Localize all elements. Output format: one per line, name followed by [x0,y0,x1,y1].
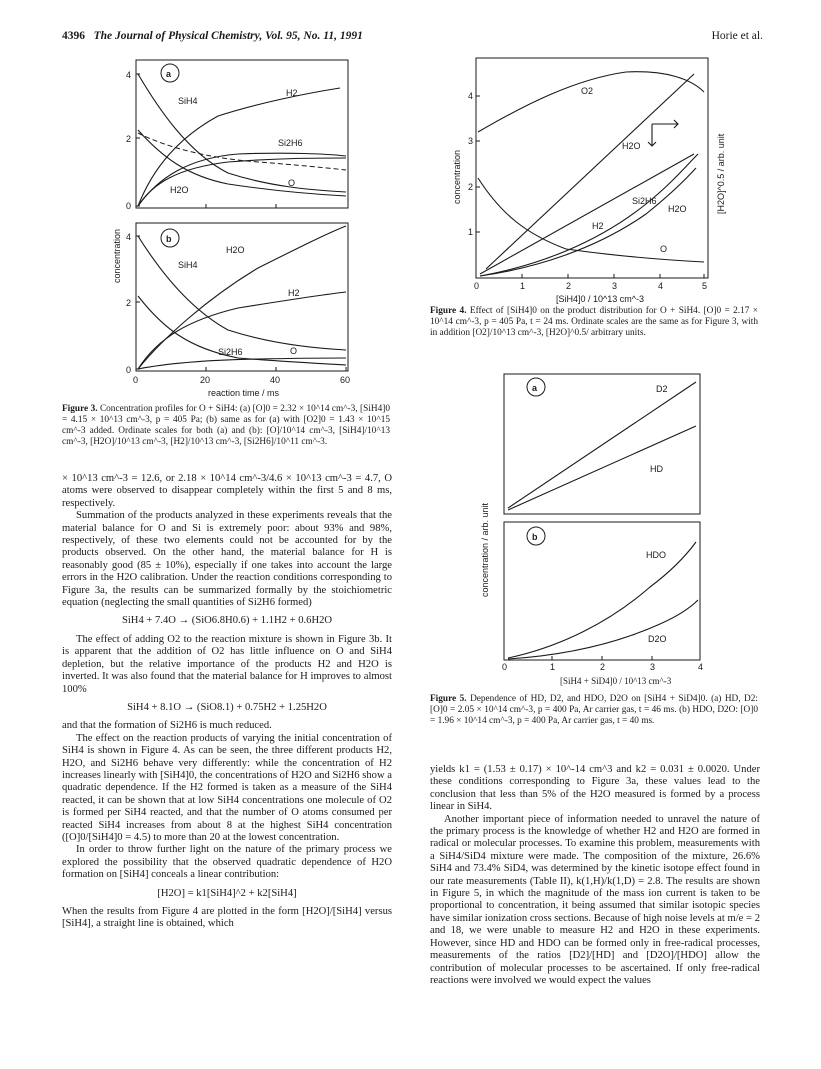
right-column-text [430,764,760,987]
fig5-panel-b-frame [504,522,700,660]
fig3b-label-h2: H2 [288,288,300,298]
fig4-ytick-4: 4 [468,91,474,101]
fig4-label-h2o-sqrt: H2O [622,141,641,151]
figure-4 [446,54,746,304]
fig3b-label-o: O [290,346,298,356]
figure-3 [108,58,358,403]
figure-4-caption-text: Effect of [SiH4]0 on the product distribution for O + SiH4. [O]0 = 2.17 × 10^14 cm^-3, p = 405 Pa, t = 24 ms. Ordinate scales are the same as for Figure 3, with in addition [O2]/10^13 cm^-3, [H2O]^0.5/ arbitrary units. [430,306,758,338]
fig3-xlabel: reaction time / ms [208,388,280,398]
figure-5-x-label [560,676,700,687]
fig4-y2label: [H2O]^0.5 / arb. unit [716,133,726,214]
fig4-o-curve [478,178,704,262]
fig5-hd-line [508,426,696,510]
fig5-xtick-3: 3 [650,662,656,672]
fig3-ylabel: concentration [112,228,122,283]
left-p7: When the results from Figure 4 are plotted in the form [H2O]/[SiH4] versus [SiH4], a straight line is obtained, which [62,906,392,930]
fig4-xlabel: [SiH4]0 / 10^13 cm^-3 [556,294,644,304]
figure-4-caption-label: Figure 4. [430,306,467,316]
right-p2: Another important piece of information needed to unravel the nature of the primary process is the knowledge of whether H2 and H2O are formed in radical or molecular processes. To examine this problem, measurements with a SiH4/SiD4 mixture were made. The composition of the mixture, 26.6% SiH4 and 73.4% SiD4, was determined by the kinetic isotope effect found in our rate measurements (Table II), k(1,H)/k(1,D) = 2.8. The results are shown in Figure 5, in which the magnitude of the mass ion current is taken to be proportional to concentration, it being assumed that similar isotopic species have similar ionization cross sections. Because of high noise levels at m/e = 2 and 18, we were unable to measure H2 and H2O in these experiments. However, since HD and HDO can be formed only in free-radical processes, measurements of the ratios [D2]/[HD] and [D2O]/[HDO] allow the contribution of molecular processes to be ascertained. If only free-radical reactions were involved we would expect the values [430,813,760,986]
fig4-ytick-1: 1 [468,227,474,237]
fig4-xtick-2: 2 [566,281,572,291]
left-p6: In order to throw further light on the nature of the primary process we explored the possibility that the observed quadratic dependence of H2O formation on [SiH4] conceals a linear contribution: [62,844,392,881]
fig3a-ytick-0: 0 [126,201,132,211]
fig4-xtick-5: 5 [702,281,708,291]
journal-title: The Journal of Physical Chemistry, Vol. 95, No. 11, 1991 [93,30,363,42]
fig3a-label-h2o: H2O [170,185,189,195]
figure-4-caption [430,306,758,339]
fig3b-label-si2h6: Si2H6 [218,347,243,357]
figure-3-caption-label: Figure 3. [62,404,98,414]
page-number: 4396 [62,30,85,42]
fig3b-ytick-2: 2 [126,298,132,308]
fig3a-ytick-2: 2 [126,134,132,144]
left-p5: The effect on the reaction products of varying the initial concentration of SiH4 is shown in Figure 4. As can be seen, the three different products H2, H2O, and Si2H6 behave very differently: while the concentration of H2 increases linearly with [SiH4]0, the concentrations of H2O and Si2H6 show a quadratic dependence. If the H2 formed is taken as a measure of the SiH4 reacted, it can be shown that at low SiH4 concentrations one molecule of O2 is formed per SiH4 reacted, and that the number of O atoms consumed per reacted SiH4 increases from about 8 at the highest SiH4 concentration ([O]0/[SiH4]0 = 4.5) to more than 20 at the lowest concentration. [62,732,392,843]
running-header-authors: Horie et al. [711,30,763,42]
fig5-xtick-0: 0 [502,662,508,672]
fig3b-label-sih4: SiH4 [178,260,198,270]
fig3-panel-b-label: b [166,234,172,244]
figure-3-caption [62,404,390,448]
fig5-d2-line [508,382,696,508]
fig3a-h2o-curve [138,158,346,206]
fig3b-ytick-4: 4 [126,232,132,242]
equation-2: SiH4 + 8.1O → (SiO8.1) + 0.75H2 + 1.25H2O [127,701,327,713]
fig4-xtick-4: 4 [658,281,664,291]
fig5-xtick-1: 1 [550,662,556,672]
fig3a-h2-curve [138,88,340,206]
figure-5-caption-label: Figure 5. [430,694,467,704]
fig5-label-d2: D2 [656,384,668,394]
fig3-panel-a-label: a [166,69,172,79]
fig4-label-o2: O2 [581,86,594,96]
fig5-panel-a-label: a [532,383,538,393]
fig3-xtick-0: 0 [133,375,139,385]
fig3a-label-h2: H2 [286,88,298,98]
fig3b-ytick-0: 0 [126,365,132,375]
figure-5-caption-text: Dependence of HD, D2, and HDO, D2O on [SiH4 + SiD4]0. (a) HD, D2: [O]0 = 2.05 × 10^14 cm^-3, p = 400 Pa, Ar carrier gas, t = 46 ms. (b) HDO, D2O: [O]0 = 1.96 × 10^14 cm^-3, p = 400 Pa, Ar carrier gas, t = 40 ms. [430,694,758,726]
fig3a-o-dashed [138,133,346,170]
fig3-xtick-60: 60 [340,375,351,385]
left-p4: and that the formation of Si2H6 is much reduced. [62,720,272,732]
fig5-hdo-curve [508,542,696,658]
fig4-h2-line [480,154,694,274]
fig4-xtick-1: 1 [520,281,526,291]
fig4-label-h2o: H2O [668,204,687,214]
fig3a-label-si2h6: Si2H6 [278,138,303,148]
fig5-xlabel: [SiH4 + SiD4]0 / 10^13 cm^-3 [560,676,672,686]
fig4-ylabel: concentration [452,149,462,204]
fig3a-label-sih4: SiH4 [178,96,198,106]
fig3b-label-h2o: H2O [226,245,245,255]
right-p1: yields k1 = (1.53 ± 0.17) × 10^-14 cm^3 and k2 = 0.031 ± 0.0020. Under these conditions corresponding to Figure 3a, these values lead to the conclusion that less than 5% of the H2O measured is formed by a process linear in SiH4. [430,764,760,813]
figure-3-caption-text: Concentration profiles for O + SiH4: (a) [O]0 = 2.32 × 10^14 cm^-3, [SiH4]0 = 4.15 × 10^13 cm^-3, p = 405 Pa; (b) same as for (a) with [O2]0 = 1.43 × 10^15 cm^-3 added. Ordinate scales for both (a) and (b): [O]/10^14 cm^-3, [SiH4]/10^13 cm^-3, [H2O]/10^13 cm^-3, [H2]/10^13 cm^-3, [Si2H6]/10^11 cm^-3. [62,404,391,447]
fig4-o2-curve [478,72,704,132]
fig4-xtick-3: 3 [612,281,618,291]
left-column-text [62,473,392,931]
fig5-label-hdo: HDO [646,550,666,560]
figure-5-caption [430,694,758,727]
equation-1: SiH4 + 7.4O → (SiO6.8H0.6) + 1.1H2 + 0.6H2O [121,615,333,627]
figure-5 [470,372,720,672]
left-p2: Summation of the products analyzed in these experiments reveals that the material balance for O and Si is extremely poor: about 93% and 98%, respectively, of these two elements could not be accounted for by the products observed. On the other hand, the material balance for H is reasonably good (85 ± 10%), especially if one takes into account the large errors in the H2O calibration. Under the reaction conditions corresponding to Figure 3a, the results can be summarized formally by the stoichiometric equation (neglecting the small quantities of Si2H6 formed) [62,510,392,609]
fig4-label-si2h6: Si2H6 [632,196,657,206]
left-p1: × 10^13 cm^-3 = 12.6, or 2.18 × 10^14 cm^-3/4.6 × 10^13 cm^-3 = 4.7, O atoms were observed to disappear completely within the first 5 and 8 ms, respectively. [62,473,392,509]
running-header-left [62,30,363,42]
fig4-xtick-0: 0 [474,281,480,291]
fig3a-ytick-4: 4 [126,70,132,80]
left-p3: The effect of adding O2 to the reaction mixture is shown in Figure 3b. It is apparent that the addition of O2 has little influence on O and SiH4 depletion, but the relative importance of the products H2 and H2O is inverted. It was also found that the material balance for H improves to almost 100% [62,633,392,695]
fig5-xtick-4: 4 [698,662,704,672]
fig5-label-hd: HD [650,464,663,474]
fig3b-h2-curve [138,292,346,369]
fig3-xtick-20: 20 [200,375,211,385]
fig5-ylabel: concentration / arb. unit [480,502,490,597]
fig4-label-h2: H2 [592,221,604,231]
fig5-panel-b-label: b [532,532,538,542]
fig3a-label-o: O [288,178,296,188]
fig5-xtick-2: 2 [600,662,606,672]
fig3-xtick-40: 40 [270,375,281,385]
fig5-label-d2o: D2O [648,634,667,644]
fig4-ytick-3: 3 [468,136,474,146]
fig5-panel-a-frame [504,374,700,514]
equation-3: [H2O] = k1[SiH4]^2 + k2[SiH4] [157,887,297,899]
fig4-arrow [648,120,678,146]
fig4-label-o: O [660,244,668,254]
fig4-ytick-2: 2 [468,182,474,192]
